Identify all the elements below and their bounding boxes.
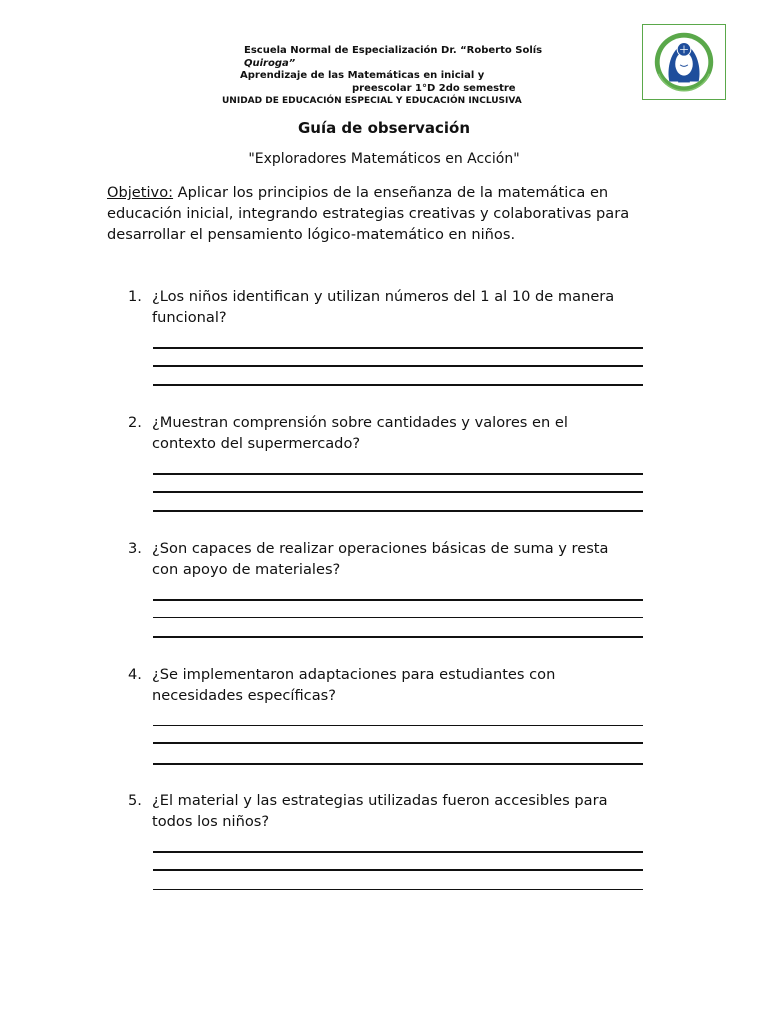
question-text: ¿El material y las estrategias utilizadas fueron accesibles para todos los niños? xyxy=(152,792,608,830)
question-text: ¿Muestran comprensión sobre cantidades y valores en el contexto del supermercado? xyxy=(152,414,568,452)
answer-line[interactable] xyxy=(153,384,643,386)
answer-line[interactable] xyxy=(153,742,643,744)
question-text: ¿Los niños identifican y utilizan números del 1 al 10 de manera funcional? xyxy=(152,288,615,326)
answer-line[interactable] xyxy=(153,763,643,765)
document-subtitle: "Exploradores Matemáticos en Acción" xyxy=(248,151,520,167)
answer-line[interactable] xyxy=(153,365,643,367)
question-number: 3. xyxy=(128,540,142,557)
answer-line[interactable] xyxy=(153,636,643,638)
answer-line[interactable] xyxy=(153,869,643,871)
question-number: 5. xyxy=(128,792,142,809)
header-line-2: Quiroga” xyxy=(244,57,296,69)
question-number: 2. xyxy=(128,414,142,431)
objective-paragraph xyxy=(107,182,652,245)
answer-line[interactable] xyxy=(153,473,643,475)
question-number: 4. xyxy=(128,666,142,683)
answer-line[interactable] xyxy=(153,347,643,349)
answer-line[interactable] xyxy=(153,889,643,890)
objective-text: Aplicar los principios de la enseñanza de la matemática en educación inicial, integrando estrategias creativas y colaborativas para desarrollar el pensamiento lógico-matemático en niños. xyxy=(107,184,630,243)
answer-line[interactable] xyxy=(153,491,643,493)
header-line-1: Escuela Normal de Especialización Dr. “Roberto Solís xyxy=(244,45,543,56)
document-title: Guía de observación xyxy=(297,119,471,137)
question-text: ¿Son capaces de realizar operaciones básicas de suma y resta con apoyo de materiales? xyxy=(152,540,609,578)
header-line-5: UNIDAD DE EDUCACIÓN ESPECIAL Y EDUCACIÓN INCLUSIVA xyxy=(222,96,522,105)
question-number: 1. xyxy=(128,288,142,305)
answer-line[interactable] xyxy=(153,851,643,853)
answer-line[interactable] xyxy=(153,725,643,726)
school-header xyxy=(222,45,552,105)
answer-line[interactable] xyxy=(153,510,643,512)
header-line-4: preescolar 1°D 2do semestre xyxy=(352,82,516,94)
school-seal-icon xyxy=(643,25,725,99)
answer-line[interactable] xyxy=(153,599,643,601)
school-logo xyxy=(642,24,726,100)
header-line-3: Aprendizaje de las Matemáticas en inicial y xyxy=(240,70,485,81)
question-text: ¿Se implementaron adaptaciones para estudiantes con necesidades específicas? xyxy=(152,666,556,704)
objective-label: Objetivo: xyxy=(107,184,174,201)
answer-line[interactable] xyxy=(153,617,643,618)
